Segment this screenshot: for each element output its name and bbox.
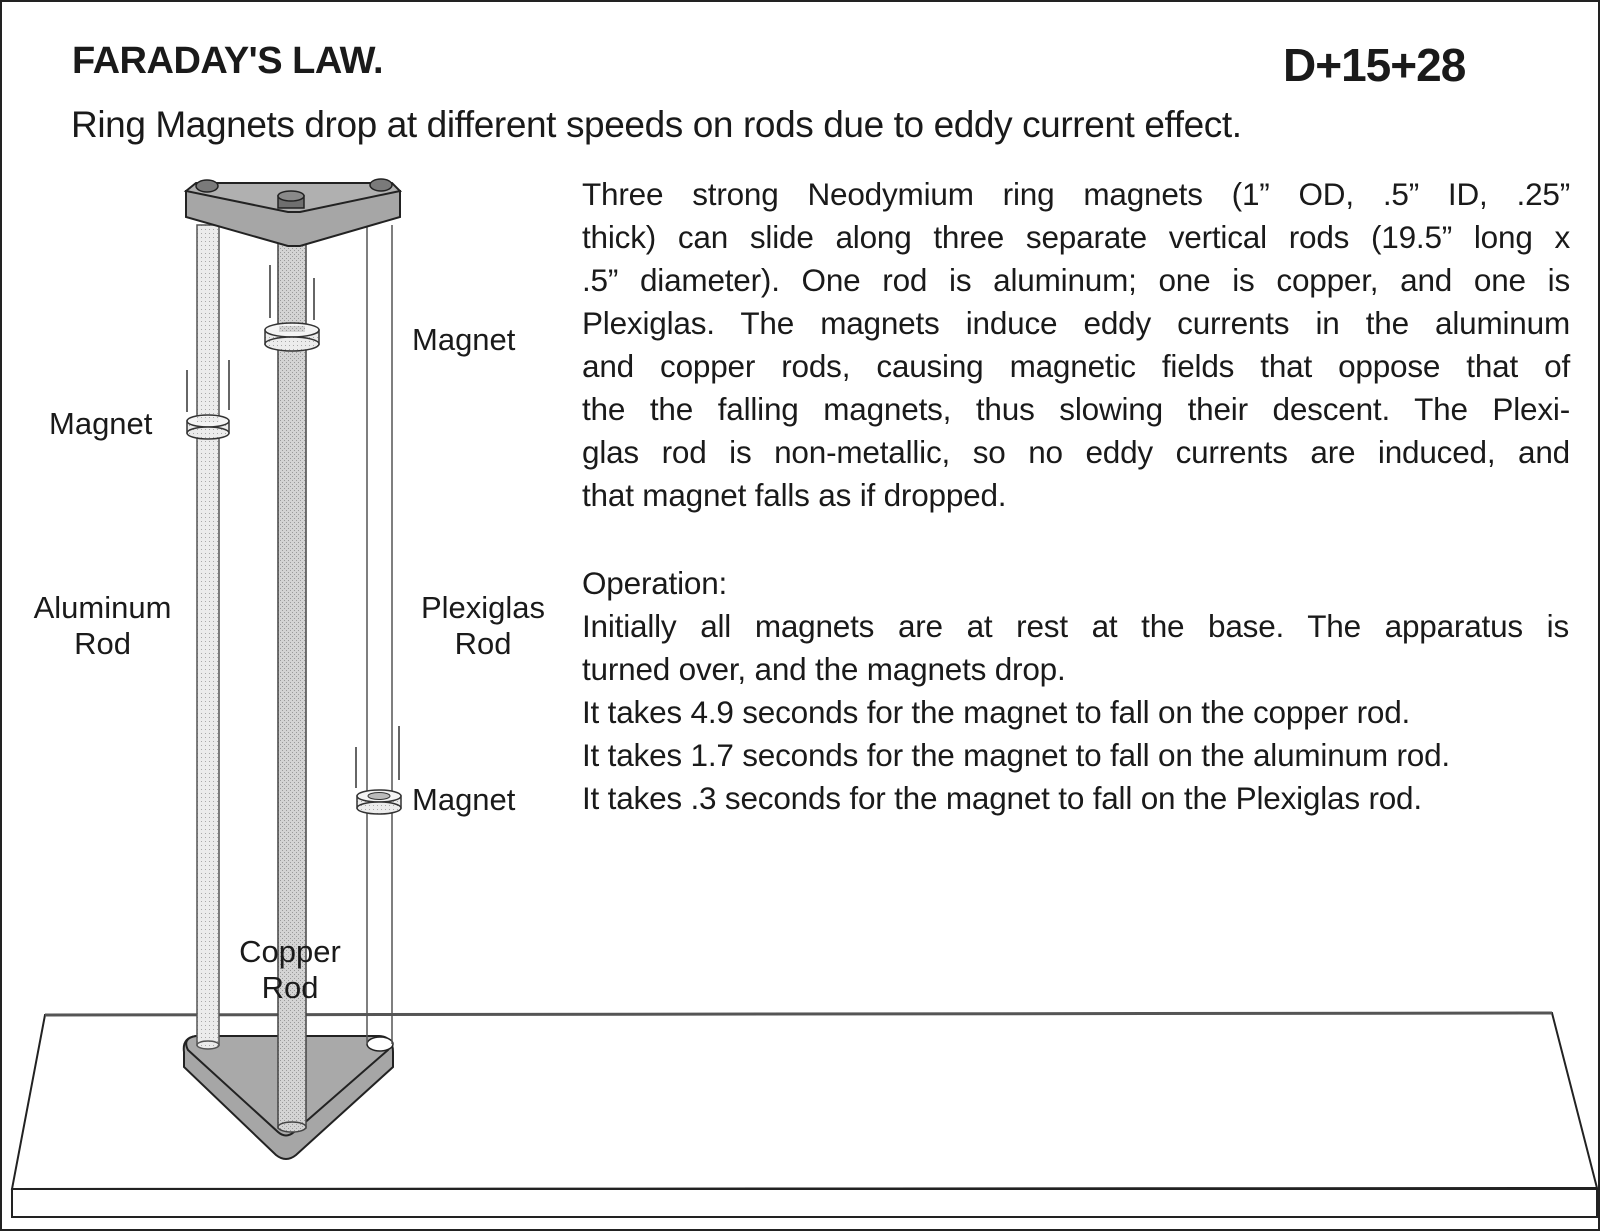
description-line: Three strong Neodymium ring magnets (1” OD, .5” ID, .25” bbox=[582, 176, 1570, 212]
label-aluminum-rod-line2: Rod bbox=[74, 626, 131, 661]
operation-line: It takes .3 seconds for the magnet to fall on the Plexiglas rod. bbox=[582, 780, 1422, 816]
label-magnet-aluminum: Magnet bbox=[49, 406, 153, 441]
label-copper-rod-line2: Rod bbox=[261, 970, 319, 1005]
operation-line: It takes 1.7 seconds for the magnet to fall on the aluminum rod. bbox=[582, 737, 1450, 773]
label-magnet-plexiglas: Magnet bbox=[412, 782, 516, 817]
label-copper-rod-line1: Copper bbox=[239, 934, 341, 969]
demo-code: D+15+28 bbox=[1283, 39, 1466, 91]
label-copper-rod bbox=[225, 934, 355, 1006]
subtitle: Ring Magnets drop at different speeds on rods due to eddy current effect. bbox=[71, 104, 1242, 145]
operation-line: Initially all magnets are at rest at the base. The apparatus is bbox=[582, 608, 1569, 644]
description-line: Plexiglas. The magnets induce eddy currents in the aluminum bbox=[582, 305, 1570, 341]
description-paragraph bbox=[582, 173, 1570, 517]
label-plexiglas-rod bbox=[408, 590, 558, 662]
description-line: that magnet falls as if dropped. bbox=[582, 477, 1007, 513]
label-aluminum-rod bbox=[20, 590, 185, 662]
magnet-plexiglas bbox=[356, 726, 401, 814]
label-plexiglas-rod-line1: Plexiglas bbox=[420, 590, 546, 625]
plexiglas-rod bbox=[367, 225, 392, 1044]
operation-line: turned over, and the magnets drop. bbox=[582, 651, 1066, 687]
operation-line: It takes 4.9 seconds for the magnet to fall on the copper rod. bbox=[582, 694, 1411, 730]
description-line: and copper rods, causing magnetic fields that oppose that of bbox=[582, 348, 1570, 384]
label-magnet-copper: Magnet bbox=[412, 322, 516, 357]
description-line: the the falling magnets, thus slowing their descent. The Plexi- bbox=[582, 391, 1570, 427]
label-aluminum-rod-line1: Aluminum bbox=[33, 590, 172, 625]
aluminum-rod bbox=[197, 225, 219, 1049]
description-line: thick) can slide along three separate vertical rods (19.5” long x bbox=[582, 219, 1570, 255]
operation-section bbox=[582, 562, 1582, 820]
description-line: .5” diameter). One rod is aluminum; one is copper, and one is bbox=[582, 262, 1570, 298]
page-title: FARADAY'S LAW. bbox=[72, 40, 384, 82]
operation-heading: Operation: bbox=[582, 565, 728, 601]
description-line: glas rod is non-metallic, so no eddy currents are induced, and bbox=[582, 434, 1570, 470]
label-plexiglas-rod-line2: Rod bbox=[454, 626, 512, 661]
